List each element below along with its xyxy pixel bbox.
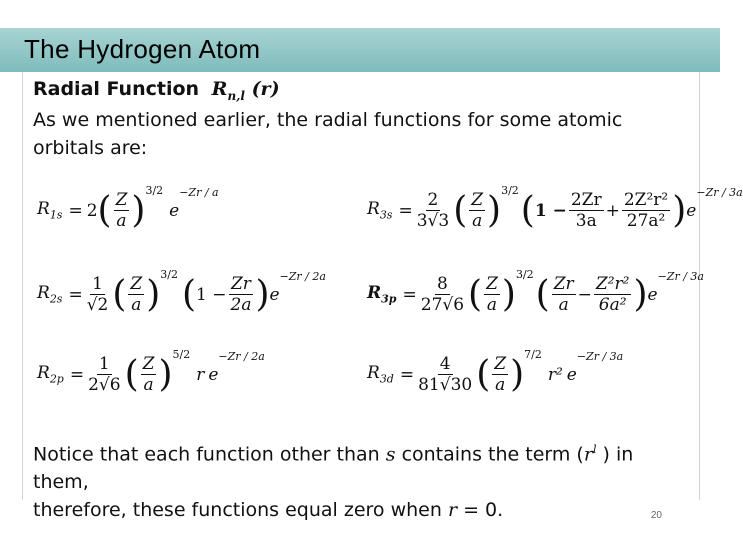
- page-number: 20: [650, 510, 662, 521]
- equation-r3s: $R_{3s}$ = $\frac{2}{3√3}$ ( $\frac{Z}{a}$ ) 3/2 ( 1 − $\frac{2Zr}{3a}$ + $\frac{\text{2Z²r²}}{\text{27a²}}$ ) e −Zr / 3a: [367, 184, 743, 231]
- eq-coef: 2: [86, 200, 98, 221]
- heading-text: Radial Function: [33, 78, 200, 100]
- section-heading: [33, 78, 280, 103]
- slide-title: The Hydrogen Atom: [24, 34, 261, 64]
- notice-text: Notice that each function other than s contains the term ($r^l$ ) in them, therefore, these functions equal zero when r = 0.: [33, 443, 634, 522]
- eq-lhs: $R_{1s}$: [37, 199, 63, 222]
- eq-power: 3/2: [145, 184, 164, 197]
- equation-r2s: $R_{2s}$ = $\frac{1}{√2}$ ( $\frac{Z}{a}$ ) 3/2 ( 1 − $\frac{Zr}{2a}$ ) e −Zr / 2a: [37, 268, 326, 315]
- title-bar: [0, 28, 720, 72]
- equation-r1s: $R_{1s}$ = 2 ( $\frac{Z}{a}$ ) 3/2 e −Zr / a: [37, 184, 219, 231]
- intro-text: As we mentioned earlier, the radial functions for some atomic orbitals are:: [33, 109, 623, 159]
- equation-r3d: $R_{3d}$ = $\frac{4}{81√30}$ ( $\frac{Z}{a}$ ) 7/2 r² e −Zr / 3a: [367, 348, 624, 395]
- heading-function: $R_{n,l}$ (r): [211, 78, 280, 103]
- equation-r3p: $R_{3p}$ = $\frac{8}{27√6}$ ( $\frac{Z}{a}$ ) 3/2 ( $\frac{Zr}{a}$ − $\frac{\text{Z²r²}}{\text{6a²}}$ ) e −Zr / 3a: [367, 268, 704, 315]
- equation-r2p: $R_{2p}$ = $\frac{1}{2√6}$ ( $\frac{Z}{a}$ ) 5/2 r e −Zr / 2a: [37, 348, 265, 395]
